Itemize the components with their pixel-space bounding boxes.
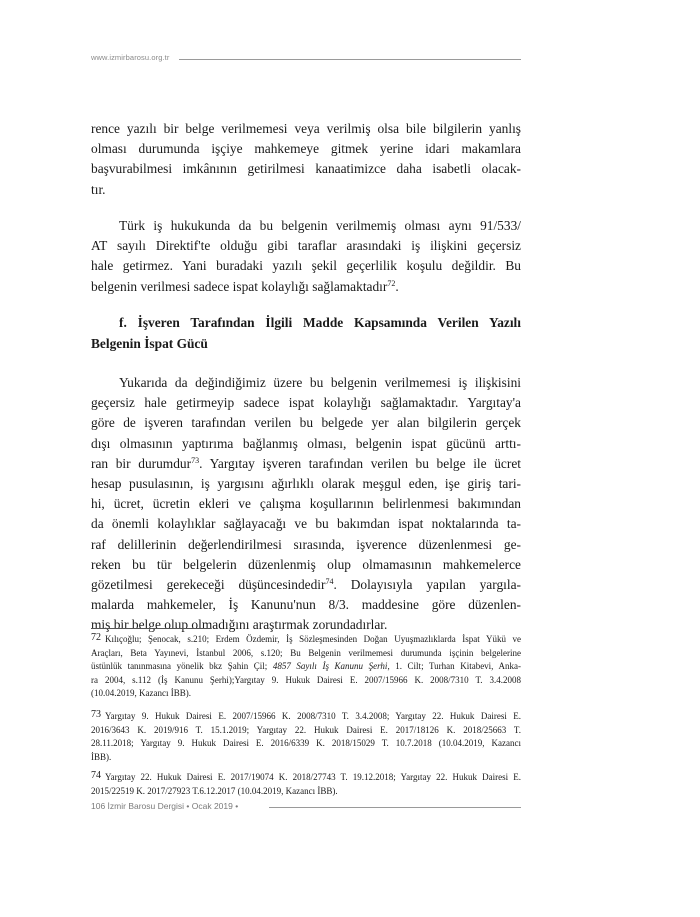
- footnote-74: [91, 771, 521, 798]
- text-line: dışı olmasının yaptırıma bağlanmış olması, belgenin ispat gücünü arttı-: [91, 435, 521, 451]
- paragraph-2: [91, 216, 521, 297]
- running-footer: [91, 801, 521, 815]
- book-title: 4857 Sayılı İş Kanunu Şerhi: [272, 661, 388, 672]
- footnote-ref-73[interactable]: 73: [191, 455, 200, 465]
- footnote-72: [91, 633, 521, 701]
- footnote-line: 2016/3643 K. 2019/916 T. 15.1.2019; Yargıtay 22. Hukuk Dairesi E. 2017/18126 K. 2018/25663 T.: [91, 724, 521, 735]
- text-line: da önemli kolaylıklar sağlayacağı ve bu bakımdan ispat noktalarında ta-: [91, 516, 521, 532]
- text-line: miş bir belge olup olmadığını araştırmak zorundadırlar.: [91, 617, 388, 633]
- footer-rule: [269, 807, 521, 808]
- text-line: tır.: [91, 181, 106, 197]
- footnote-line: İBB).: [91, 751, 112, 762]
- text-run: . Yargıtay işveren tarafından verilen bu belge ile ücret: [199, 455, 521, 471]
- footnote-line: (10.04.2019, Kazancı İBB).: [91, 688, 191, 699]
- header-rule: [179, 59, 521, 60]
- text-line: geçersiz hale getirmeyip sadece ispat kolaylığı sağlamaktadır. Yargıtay'a: [91, 395, 521, 411]
- text-run: . Dolayısıyla yapılan yargıla-: [333, 577, 521, 593]
- footnote-73: [91, 710, 521, 764]
- text-line: [91, 575, 521, 595]
- heading-line: Belgenin İspat Gücü: [91, 336, 208, 351]
- text-line: AT sayılı Direktif'te olduğu gibi taraflar arasındaki iş ilişkini geçersiz: [91, 238, 521, 254]
- text-line: malarda mahkemeler, İş Kanunu'nun 8/3. maddesine göre düzenlen-: [91, 597, 521, 613]
- footnote-line: [91, 660, 521, 674]
- section-heading: [91, 312, 521, 354]
- text-run: ran bir durumdur: [91, 455, 192, 471]
- paragraph-3: [91, 373, 521, 636]
- text-run: üstünlük tanınmasına yönelik bkz Şahin Çil;: [91, 661, 273, 672]
- footnote-line: Yargıtay 22. Hukuk Dairesi E. 2017/19074 K. 2018/27743 T. 19.12.2018; Yargıtay 22. Hukuk Dairesi E.: [105, 772, 521, 782]
- heading-line: f. İşveren Tarafından İlgili Madde Kapsamında Verilen Yazılı: [119, 315, 521, 330]
- text-line: olması durumunda işçiye mahkemeye gitmek yerine idari makamlara: [91, 141, 521, 157]
- footnote-separator: [91, 628, 211, 629]
- text-line: başvurabilmesi imkânının getirilmesi kanaatimizce daha isabetli olacak-: [91, 161, 521, 177]
- footnote-line: ra 2004, s.112 (İş Kanunu Şerhi);Yargıtay 9. Hukuk Dairesi E. 2007/15966 K. 2008/7310 T. 3.4.2008: [91, 674, 521, 685]
- running-header: [91, 53, 521, 67]
- text-line: Türk iş hukukunda da bu belgenin verilmemiş olması aynı 91/533/: [119, 218, 521, 233]
- footnote-number: 74: [91, 770, 101, 781]
- paragraph-1: [91, 119, 521, 200]
- text-line: raf delillerinin değerlendirilmesi sırasında, işverence düzenlenmesi ge-: [91, 536, 521, 552]
- footnote-line: Yargıtay 9. Hukuk Dairesi E. 2007/15966 K. 2008/7310 T. 3.4.2008; Yargıtay 22. Hukuk Dairesi E.: [105, 711, 521, 721]
- footnote-ref-74[interactable]: 74: [325, 577, 334, 587]
- text-line: hesap pusulasının, iş yargısını ağırlıklı olarak meşgul eden, işe giriş tari-: [91, 476, 521, 492]
- text-line: hi, ücret, ücretin ekleri ve çalışma koşullarının belirlenmesi bakımından: [91, 496, 521, 512]
- footnote-number: 73: [91, 709, 101, 720]
- text-line: göre de işveren tarafından verilen bu belgede yer alan bilgilerin gerçek: [91, 415, 521, 431]
- text-line: rence yazılı bir belge verilmemesi veya verilmiş olsa bile bilgilerin yanlış: [91, 121, 521, 136]
- footnote-line: Kılıçoğlu; Şenocak, s.210; Erdem Özdemir, İş Sözleşmesinden Doğan Uyuşmazlıklarda İspat Yükü ve: [105, 634, 521, 644]
- text-line: Yukarıda da değindiğimiz üzere bu belgenin verilmemesi iş ilişkisini: [119, 375, 521, 390]
- text-line: hale getirmez. Yani buradaki yazılı şekil geçerlilik koşulu değildir. Bu: [91, 258, 521, 274]
- footer-page-info: 106 İzmir Barosu Dergisi • Ocak 2019 •: [91, 801, 239, 811]
- text-line: reken bu tür belgelerin düzenlenmiş olup olmamasının mahkemelerce: [91, 556, 521, 572]
- text-run: gözetilmesi gerekeceği düşüncesindedir: [91, 577, 326, 593]
- text-line: [91, 454, 521, 474]
- footnote-number: 72: [91, 632, 101, 643]
- footnote-line: Araçları, Beta Yayınevi, İstanbul 2006, s.120; Bu Belgenin verilmemesi durumunda işçinin belgelerine: [91, 647, 521, 658]
- text-run: , 1. Cilt; Turhan Kitabevi, Anka-: [387, 661, 521, 672]
- header-website: www.izmirbarosu.org.tr: [91, 53, 170, 62]
- footnote-line: 2015/22519 K. 2017/27923 T.6.12.2017 (10.04.2019, Kazancı İBB).: [91, 785, 338, 796]
- text-run: .: [395, 278, 399, 294]
- text-run: belgenin verilmesi sadece ispat kolaylığı sağlamaktadır: [91, 278, 388, 294]
- text-line: [91, 277, 521, 297]
- footnote-ref-72[interactable]: 72: [387, 278, 396, 288]
- footnote-line: 28.11.2018; Yargıtay 9. Hukuk Dairesi E. 2016/6339 K. 2018/15029 T. 10.7.2018 (10.04.2019, Kazancı: [91, 738, 521, 749]
